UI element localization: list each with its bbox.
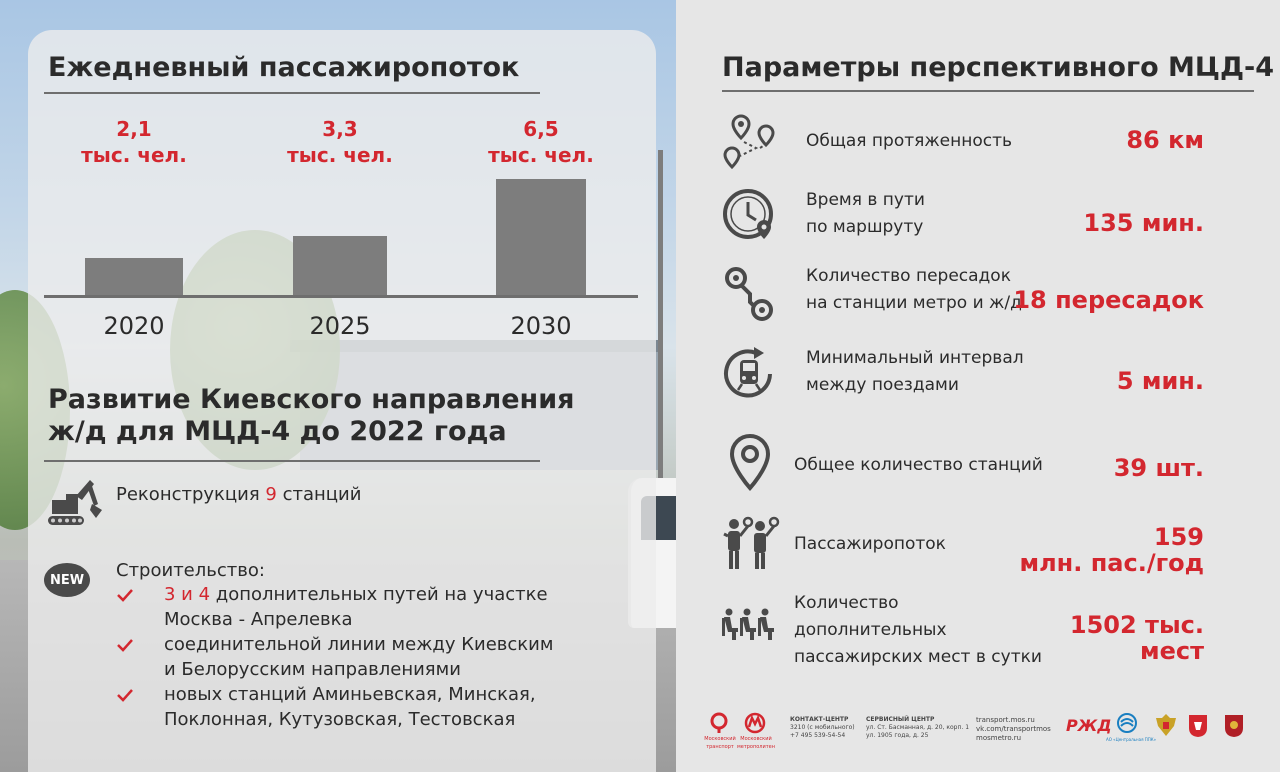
chart-bar-2025 <box>293 236 387 295</box>
development-title-line1: Развитие Киевского направления <box>48 384 575 415</box>
param-label-stations <box>794 452 1043 479</box>
param-label-line: пассажирских мест в сутки <box>794 647 1042 667</box>
chart-bar-2020 <box>85 258 183 295</box>
param-label-length <box>806 128 1012 155</box>
param-value-line: 86 км <box>1126 126 1204 154</box>
param-value-line: 18 пересадок <box>1013 286 1204 314</box>
contact-center <box>790 716 855 740</box>
param-value-ridership <box>1019 524 1204 576</box>
construction-item <box>164 632 634 682</box>
chart-value-number: 2,1 <box>116 117 152 141</box>
param-label-line: между поездами <box>806 375 959 395</box>
checkmark-icon <box>116 588 134 602</box>
construction-item-line: соединительной линии между Киевским <box>164 634 554 655</box>
footer-links <box>976 716 1051 743</box>
param-label-line: Минимальный интервал <box>806 348 1024 368</box>
param-label-interval <box>806 345 1024 399</box>
param-value-line: 159 <box>1153 523 1204 551</box>
rzd-logo: РЖД <box>1066 716 1112 735</box>
chart-value-label <box>255 116 425 168</box>
checkmark-icon <box>116 688 134 702</box>
parameters-divider <box>722 90 1254 92</box>
service-center-line: ул. Ст. Басманная, д. 20, корп. 1 <box>866 724 970 731</box>
param-label-transfers <box>806 263 1022 317</box>
param-label-line: Общая протяженность <box>806 131 1013 151</box>
chart-tick-label: 2020 <box>103 312 165 340</box>
param-value-line: млн. пас./год <box>1019 549 1204 577</box>
service-center-title: СЕРВИСНЫЙ ЦЕНТР <box>866 716 935 723</box>
param-value-stations <box>1114 455 1204 481</box>
reconstruction-count: 9 <box>265 484 277 505</box>
link-vk[interactable]: vk.com/transportmos <box>976 725 1051 733</box>
location-pin-icon <box>720 432 780 492</box>
moscow-transport-logo <box>708 712 730 734</box>
param-label-line: дополнительных <box>794 620 947 640</box>
left-info-panel <box>28 30 656 772</box>
development-title-line2: ж/д для МЦД-4 до 2022 года <box>48 416 507 447</box>
construction-heading: Строительство: <box>116 560 265 581</box>
chart-value-number: 3,3 <box>322 117 358 141</box>
param-value-line: 135 мин. <box>1083 209 1204 237</box>
reconstruction-prefix: Реконструкция <box>116 484 266 505</box>
chart-value-label <box>49 116 219 168</box>
title-divider <box>44 92 540 94</box>
seats-icon <box>720 596 780 656</box>
train-interval-icon <box>720 344 780 404</box>
construction-item-line: Поклонная, Кутузовская, Тестовская <box>164 709 516 730</box>
construction-item-line: новых станций Аминьевская, Минская, <box>164 684 536 705</box>
construction-item-line: и Белорусским направлениями <box>164 659 461 680</box>
excavator-icon <box>44 474 104 530</box>
parameters-panel <box>676 0 1280 772</box>
param-value-seats <box>1070 612 1204 664</box>
development-title <box>48 384 574 448</box>
transfer-icon <box>720 264 780 324</box>
chart-bar-2030 <box>496 179 586 295</box>
clock-pin-icon <box>720 184 780 244</box>
reconstruction-suffix: станций <box>276 484 362 505</box>
param-label-line: на станции метро и ж/д <box>806 293 1022 313</box>
coat-of-arms-russia-icon <box>1154 712 1178 738</box>
development-divider <box>44 460 540 462</box>
service-center <box>866 716 969 740</box>
chart-tick-label: 2025 <box>309 312 371 340</box>
chart-value-label <box>456 116 626 168</box>
passengers-icon <box>720 514 780 574</box>
param-label-ridership <box>794 531 946 558</box>
chart-value-number: 6,5 <box>523 117 559 141</box>
construction-item-line: дополнительных путей на участке <box>210 584 548 605</box>
param-value-line: 39 шт. <box>1113 454 1204 482</box>
param-value-travel-time <box>1083 210 1204 236</box>
link-mosmetro[interactable]: mosmetro.ru <box>976 734 1022 742</box>
cppk-logo-text: АО «Центральная ППК» <box>1106 737 1157 742</box>
param-label-line: Время в пути <box>806 190 925 210</box>
construction-item <box>164 582 634 632</box>
contact-center-line: 3210 (с мобильного) <box>790 724 855 731</box>
param-label-travel-time <box>806 187 925 241</box>
param-value-interval <box>1117 368 1204 394</box>
moscow-oblast-coat-of-arms-icon <box>1224 714 1244 738</box>
new-badge: NEW <box>44 563 90 597</box>
moscow-coat-of-arms-icon <box>1188 714 1208 738</box>
chart-value-unit: тыс. чел. <box>488 143 594 167</box>
contact-center-title: КОНТАКТ-ЦЕНТР <box>790 716 849 723</box>
chart-tick-label: 2030 <box>510 312 572 340</box>
param-label-line: по маршруту <box>806 217 924 237</box>
cppk-logo-icon <box>1116 712 1138 734</box>
reconstruction-text <box>116 484 361 505</box>
param-label-line: Количество <box>794 593 899 613</box>
route-pins-icon <box>720 112 780 172</box>
param-value-line: 1502 тыс. <box>1069 611 1204 639</box>
parameters-title: Параметры перспективного МЦД-4 <box>722 52 1274 83</box>
param-value-length <box>1126 127 1204 153</box>
param-label-line: Пассажиропоток <box>794 534 946 554</box>
ridership-title: Ежедневный пассажиропоток <box>48 52 520 83</box>
chart-value-unit: тыс. чел. <box>287 143 393 167</box>
param-label-line: Количество пересадок <box>806 266 1011 286</box>
construction-item-highlight: 3 и 4 <box>164 584 211 605</box>
moscow-metro-logo <box>744 712 766 734</box>
link-transport[interactable]: transport.mos.ru <box>976 716 1035 724</box>
service-center-line: ул. 1905 года, д. 25 <box>866 732 929 739</box>
checkmark-icon <box>116 638 134 652</box>
contact-center-line: +7 495 539-54-54 <box>790 732 846 739</box>
construction-item-line: Москва - Апрелевка <box>164 609 353 630</box>
param-value-line: мест <box>1139 637 1204 665</box>
param-value-transfers <box>1013 287 1204 313</box>
construction-item <box>164 682 634 732</box>
moscow-transport-logo-text: Московский транспорт <box>704 736 736 750</box>
param-value-line: 5 мин. <box>1116 367 1204 395</box>
chart-value-unit: тыс. чел. <box>81 143 187 167</box>
param-label-seats <box>794 590 1042 671</box>
moscow-metro-logo-text: Московский метрополитен <box>736 736 776 750</box>
chart-baseline <box>44 295 638 298</box>
param-label-line: Общее количество станций <box>794 455 1043 475</box>
